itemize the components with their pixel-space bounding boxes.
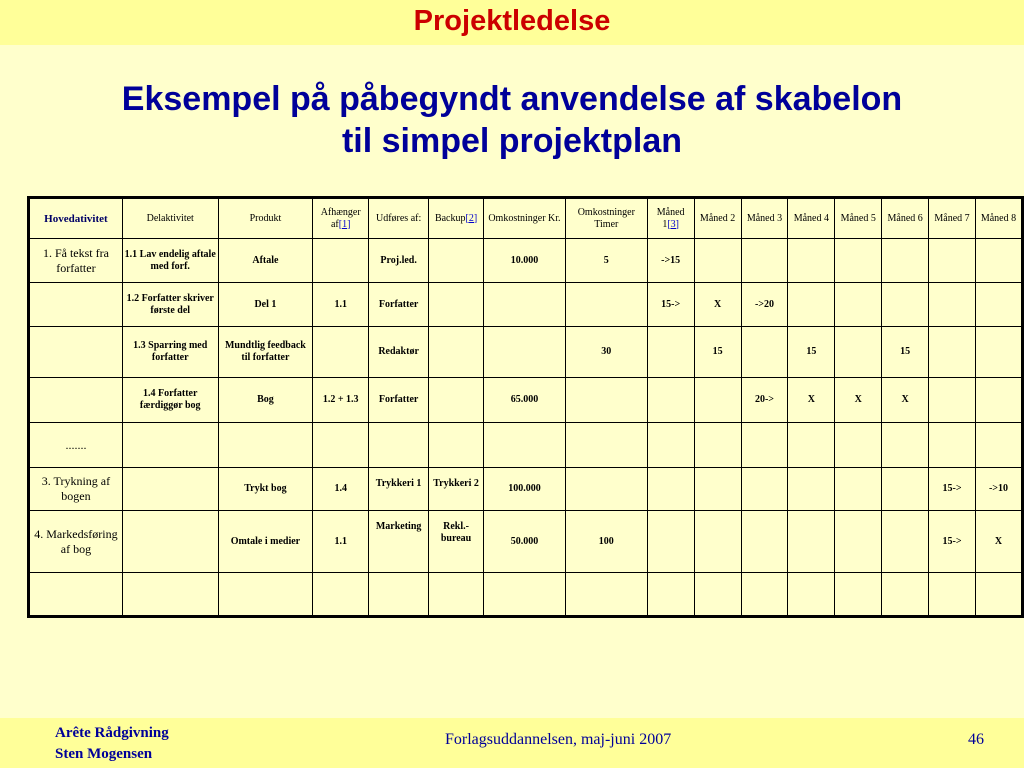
cell-maaned-5: [835, 327, 882, 378]
table-row: [29, 511, 1023, 573]
footer-org-name: Arête Rådgivning: [55, 725, 169, 741]
cell-maaned-4: [788, 511, 835, 573]
cell-maaned-8: [975, 327, 1022, 378]
cell-maaned-8: X: [975, 511, 1022, 573]
cell-maaned-6: [882, 239, 929, 283]
cell-delaktivitet: 1.3 Sparring med forfatter: [122, 327, 218, 378]
cell-backup: Rekl.-bureau: [429, 511, 484, 573]
cell-afhaenger: [313, 423, 369, 468]
cell-hovedaktivitet: 3. Trykning af bogen: [29, 468, 123, 511]
cell-backup: [429, 239, 484, 283]
cell-backup: Trykkeri 2: [429, 468, 484, 511]
header-maaned-2: Måned 2: [694, 198, 741, 239]
cell-delaktivitet: 1.2 Forfatter skriver første del: [122, 283, 218, 327]
header-omk-kr: Omkostninger Kr.: [484, 198, 566, 239]
cell-maaned-6: [882, 283, 929, 327]
cell-maaned-1: [647, 327, 694, 378]
cell-omk-timer: [565, 378, 647, 423]
cell-delaktivitet: [122, 573, 218, 617]
cell-maaned-3: [741, 468, 788, 511]
header-omk-timer: Omkostninger Timer: [565, 198, 647, 239]
slide-heading: [0, 78, 1024, 162]
cell-delaktivitet: [122, 423, 218, 468]
header-maaned-8: Måned 8: [975, 198, 1022, 239]
cell-omk-kr: 50.000: [484, 511, 566, 573]
cell-delaktivitet: 1.4 Forfatter færdiggør bog: [122, 378, 218, 423]
footnote-link-2[interactable]: [2]: [465, 212, 478, 224]
header-hovedaktivitet: Hovedativitet: [29, 198, 123, 239]
cell-maaned-1: [647, 378, 694, 423]
table-row: [29, 283, 1023, 327]
cell-udfores: Forfatter: [369, 378, 429, 423]
footnote-link-1[interactable]: [1]: [338, 218, 351, 230]
header-produkt: Produkt: [218, 198, 313, 239]
cell-maaned-7: [929, 283, 976, 327]
cell-maaned-3: [741, 573, 788, 617]
cell-maaned-7: [929, 239, 976, 283]
footer-organization: [55, 723, 169, 765]
header-maaned-1-label: Måned 1: [656, 206, 685, 230]
table-header-row: [29, 198, 1023, 239]
cell-omk-timer: [565, 423, 647, 468]
cell-maaned-2: [694, 423, 741, 468]
cell-udfores: Trykkeri 1: [369, 468, 429, 511]
cell-maaned-2: [694, 239, 741, 283]
cell-omk-kr: [484, 283, 566, 327]
cell-produkt: [218, 573, 313, 617]
header-afhaenger-label: Afhænger af: [320, 206, 361, 230]
cell-afhaenger: 1.1: [313, 511, 369, 573]
cell-maaned-6: [882, 468, 929, 511]
cell-maaned-1: [647, 573, 694, 617]
cell-omk-timer: [565, 468, 647, 511]
cell-maaned-6: [882, 511, 929, 573]
cell-maaned-3: [741, 423, 788, 468]
table-row: [29, 423, 1023, 468]
cell-omk-timer: 5: [565, 239, 647, 283]
footnote-link-3[interactable]: [3]: [667, 218, 680, 230]
footer-author: Sten Mogensen: [55, 746, 153, 762]
cell-maaned-3: 20->: [741, 378, 788, 423]
cell-maaned-8: [975, 378, 1022, 423]
table-row: [29, 573, 1023, 617]
cell-produkt: [218, 423, 313, 468]
cell-maaned-4: [788, 468, 835, 511]
header-delaktivitet: Delaktivitet: [122, 198, 218, 239]
cell-maaned-7: 15->: [929, 511, 976, 573]
cell-maaned-1: [647, 423, 694, 468]
cell-maaned-1: ->15: [647, 239, 694, 283]
cell-maaned-7: [929, 378, 976, 423]
cell-produkt: Del 1: [218, 283, 313, 327]
cell-hovedaktivitet: 4. Markedsføring af bog: [29, 511, 123, 573]
header-backup-label: Backup: [434, 212, 466, 224]
cell-maaned-5: [835, 511, 882, 573]
cell-hovedaktivitet: [29, 283, 123, 327]
cell-omk-kr: [484, 423, 566, 468]
cell-backup: [429, 573, 484, 617]
cell-afhaenger: [313, 327, 369, 378]
cell-maaned-8: [975, 573, 1022, 617]
cell-udfores: Forfatter: [369, 283, 429, 327]
header-maaned-1: [647, 198, 694, 239]
table-row: [29, 468, 1023, 511]
cell-maaned-5: [835, 423, 882, 468]
cell-delaktivitet: 1.1 Lav endelig aftale med forf.: [122, 239, 218, 283]
footer-event: Forlagsuddannelsen, maj-juni 2007: [445, 731, 672, 748]
table-row: [29, 327, 1023, 378]
cell-backup: [429, 327, 484, 378]
cell-maaned-8: [975, 239, 1022, 283]
cell-maaned-4: [788, 283, 835, 327]
cell-maaned-7: 15->: [929, 468, 976, 511]
cell-maaned-8: ->10: [975, 468, 1022, 511]
cell-maaned-5: [835, 239, 882, 283]
cell-produkt: Aftale: [218, 239, 313, 283]
cell-maaned-1: [647, 468, 694, 511]
cell-maaned-2: 15: [694, 327, 741, 378]
cell-udfores: [369, 423, 429, 468]
cell-maaned-3: ->20: [741, 283, 788, 327]
cell-hovedaktivitet: 1. Få tekst fra forfatter: [29, 239, 123, 283]
cell-omk-timer: [565, 283, 647, 327]
cell-maaned-2: [694, 573, 741, 617]
cell-maaned-2: X: [694, 283, 741, 327]
cell-afhaenger: 1.2 + 1.3: [313, 378, 369, 423]
cell-udfores: [369, 573, 429, 617]
slide-number: 46: [968, 731, 984, 748]
cell-maaned-7: [929, 327, 976, 378]
slide-heading-line1: Eksempel på påbegyndt anvendelse af skabelon: [121, 80, 903, 118]
cell-maaned-8: [975, 423, 1022, 468]
cell-produkt: Omtale i medier: [218, 511, 313, 573]
cell-udfores: Proj.led.: [369, 239, 429, 283]
cell-maaned-4: [788, 423, 835, 468]
cell-maaned-4: X: [788, 378, 835, 423]
cell-maaned-6: [882, 423, 929, 468]
cell-maaned-6: X: [882, 378, 929, 423]
cell-omk-kr: 65.000: [484, 378, 566, 423]
cell-maaned-5: [835, 573, 882, 617]
project-plan-table: [27, 196, 1024, 618]
title-bar: [0, 0, 1024, 45]
cell-produkt: Mundtlig feedback til forfatter: [218, 327, 313, 378]
cell-omk-kr: 10.000: [484, 239, 566, 283]
cell-maaned-1: [647, 511, 694, 573]
header-backup: [429, 198, 484, 239]
cell-afhaenger: [313, 573, 369, 617]
cell-maaned-8: [975, 283, 1022, 327]
cell-maaned-2: [694, 511, 741, 573]
cell-backup: [429, 283, 484, 327]
header-maaned-4: Måned 4: [788, 198, 835, 239]
cell-maaned-6: 15: [882, 327, 929, 378]
cell-maaned-6: [882, 573, 929, 617]
cell-omk-kr: [484, 573, 566, 617]
cell-maaned-1: 15->: [647, 283, 694, 327]
cell-produkt: Bog: [218, 378, 313, 423]
cell-maaned-3: [741, 511, 788, 573]
header-maaned-3: Måned 3: [741, 198, 788, 239]
header-afhaenger: [313, 198, 369, 239]
cell-maaned-4: [788, 239, 835, 283]
cell-afhaenger: 1.4: [313, 468, 369, 511]
cell-maaned-5: X: [835, 378, 882, 423]
cell-hovedaktivitet: .......: [29, 423, 123, 468]
cell-backup: [429, 423, 484, 468]
cell-udfores: Redaktør: [369, 327, 429, 378]
table-row: [29, 239, 1023, 283]
cell-udfores: Marketing: [369, 511, 429, 573]
cell-maaned-2: [694, 378, 741, 423]
cell-maaned-4: [788, 573, 835, 617]
cell-delaktivitet: [122, 511, 218, 573]
header-maaned-5: Måned 5: [835, 198, 882, 239]
cell-maaned-4: 15: [788, 327, 835, 378]
cell-omk-timer: 100: [565, 511, 647, 573]
slide-heading-line2: til simpel projektplan: [341, 122, 683, 160]
cell-afhaenger: [313, 239, 369, 283]
cell-maaned-3: [741, 239, 788, 283]
cell-afhaenger: 1.1: [313, 283, 369, 327]
cell-hovedaktivitet: [29, 573, 123, 617]
cell-omk-timer: [565, 573, 647, 617]
cell-maaned-7: [929, 573, 976, 617]
cell-hovedaktivitet: [29, 327, 123, 378]
table-row: [29, 378, 1023, 423]
cell-maaned-5: [835, 283, 882, 327]
cell-maaned-7: [929, 423, 976, 468]
header-maaned-6: Måned 6: [882, 198, 929, 239]
cell-hovedaktivitet: [29, 378, 123, 423]
cell-omk-kr: 100.000: [484, 468, 566, 511]
cell-delaktivitet: [122, 468, 218, 511]
cell-maaned-2: [694, 468, 741, 511]
slide-section-title: Projektledelse: [413, 5, 611, 37]
header-udfores: Udføres af:: [369, 198, 429, 239]
cell-omk-kr: [484, 327, 566, 378]
cell-maaned-3: [741, 327, 788, 378]
cell-produkt: Trykt bog: [218, 468, 313, 511]
cell-maaned-5: [835, 468, 882, 511]
header-maaned-7: Måned 7: [929, 198, 976, 239]
cell-omk-timer: 30: [565, 327, 647, 378]
cell-backup: [429, 378, 484, 423]
